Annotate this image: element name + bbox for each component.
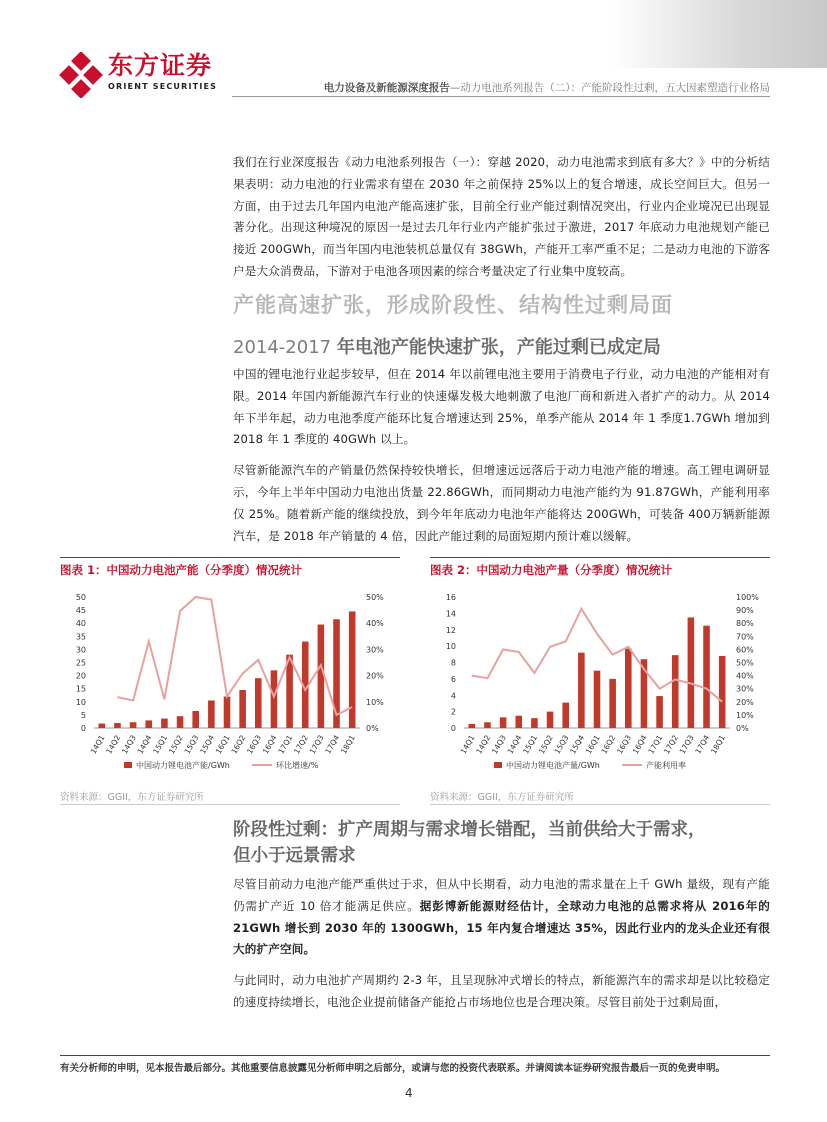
category-label: 15Q2 [536, 733, 555, 756]
category-label: 15Q4 [198, 733, 217, 756]
section2-title-line1: 阶段性过剩：扩产周期与需求增长错配，当前供给大于需求， [233, 820, 706, 840]
section1-paragraph-2: 尽管新能源汽车的产销量仍然保持较快增长，但增速远远落后于动力电池产能的增速。高工锂电调研显示，今年上半年中国动力电池出货量 22.86GWh，而同期动力电池产能约为 91.87GWh，产能利用率仅 25%。随着新产能的继续投放，到今年年底动力电池年产能将达 200GWh，可装备 400万辆新能源汽车，是 2018 年产销量的 4 倍，因此产能过剩的局面短期内预计难以缓解。 [233, 463, 770, 543]
category-label: 16Q4 [260, 733, 279, 756]
category-label: 16Q4 [630, 733, 649, 756]
right-tick-label: 50% [366, 593, 384, 602]
left-tick-label: 12 [445, 625, 456, 635]
right-tick-label: 30% [366, 645, 384, 655]
bar [208, 700, 215, 728]
footer-rule [60, 1055, 770, 1056]
category-label: 17Q3 [677, 733, 696, 756]
category-label: 17Q2 [292, 733, 310, 756]
bar [703, 626, 710, 728]
left-tick-label: 10 [445, 642, 456, 652]
section2-body [233, 874, 770, 1014]
category-label: 17Q1 [276, 733, 295, 756]
section2-title-line2: 但小于远景需求 [233, 846, 356, 866]
subtitle-text: 年电池产能快速扩张，产能过剩已成定局 [336, 337, 661, 358]
category-label: 14Q3 [489, 733, 508, 756]
bar [594, 671, 601, 728]
bar [562, 703, 569, 728]
right-tick-label: 10% [736, 710, 754, 720]
right-tick-label: 80% [736, 619, 754, 629]
category-label: 16Q1 [213, 733, 232, 756]
bar [515, 716, 522, 728]
left-tick-label: 2 [450, 707, 456, 717]
bar [130, 722, 137, 728]
bar [719, 656, 726, 728]
category-label: 16Q3 [615, 733, 634, 756]
figure2-caption: 图表 2：中国动力电池产量（分季度）情况统计 [430, 563, 673, 577]
right-tick-label: 10% [366, 697, 384, 707]
bar [531, 718, 538, 728]
right-tick-label: 100% [736, 593, 759, 602]
intro-paragraph: 我们在行业深度报告《动力电池系列报告（一）：穿越 2020，动力电池需求到底有多大？》中的分析结果表明：动力电池的行业需求有望在 2030 年之前保持 25%以上的复合增速，成长空间巨大。但另一方面，由于过去几年国内电池产能高速扩张，目前全行业产能过剩情况突出，行业内企业境况已出现显著分化。出现这种境况的原因一是过去几年行业内产能扩张过于激进，2017 年底动力电池规划产能已接近 200GWh，而当年国内电池装机总量仅有 38GWh，产能开工率严重不足；二是动力电池的下游客户是大众消费品，下游对于电池各项因素的综合考量决定了行业集中度较高。 [233, 155, 770, 278]
right-tick-label: 50% [736, 658, 754, 668]
section-title: 产能高速扩张，形成阶段性、结构性过剩局面 [233, 293, 673, 317]
orient-logo-icon [58, 52, 104, 98]
left-tick-label: 35 [75, 632, 86, 642]
category-label: 15Q1 [151, 733, 170, 756]
bar [145, 720, 152, 728]
bar [349, 611, 356, 728]
right-tick-label: 20% [736, 697, 754, 707]
legend-line-label: 环比增速/% [276, 761, 319, 770]
category-label: 16Q3 [245, 733, 264, 756]
section2-para1-plain: 尽管目前动力电池产能严重供过于求，但从中长期看，动力电池的需求量在上千 GWh 量级，现有产能仍需扩产近 10 倍才能满足供应。 [233, 877, 770, 913]
page-number: 4 [405, 1086, 413, 1100]
left-tick-label: 20 [75, 671, 86, 681]
section2-paragraph-2: 与此同时，动力电池扩产周期约 2-3 年，且呈现脉冲式增长的特点，新能源汽车的需求却是以比较稳定的速度持续增长，电池企业提前储备产能抢占市场地位也是合理决策。尽管目前处于过剩局面， [233, 973, 770, 1009]
category-label: 14Q4 [505, 733, 524, 756]
left-tick-label: 4 [450, 691, 456, 701]
right-tick-label: 0% [736, 724, 749, 733]
bar [688, 617, 695, 728]
right-tick-label: 40% [736, 671, 754, 681]
left-tick-label: 0 [80, 724, 86, 733]
bar [224, 697, 231, 728]
left-tick-label: 50 [75, 593, 86, 602]
left-tick-label: 25 [75, 658, 86, 668]
category-label: 17Q1 [646, 733, 665, 756]
right-tick-label: 40% [366, 619, 384, 629]
section2-paragraph-1 [233, 874, 770, 961]
right-tick-label: 90% [736, 606, 754, 616]
figure1-top-rule [60, 557, 400, 558]
output-chart [430, 585, 770, 780]
category-label: 15Q4 [568, 733, 587, 756]
footer-disclaimer: 有关分析师的申明，见本报告最后部分。其他重要信息披露见分析师申明之后部分，或请与您的投资代表联系。并请阅读本证券研究报告最后一页的免责申明。 [60, 1063, 726, 1074]
brand-name-en: ORIENT SECURITIES [108, 82, 218, 91]
left-tick-label: 30 [75, 645, 86, 655]
left-tick-label: 45 [75, 606, 86, 616]
legend-bar-label: 中国动力锂电池产能/GWh [136, 761, 230, 770]
left-tick-label: 15 [75, 684, 86, 694]
category-label: 14Q2 [474, 733, 493, 756]
category-label: 18Q1 [709, 733, 727, 756]
left-tick-label: 10 [75, 697, 86, 707]
bar [609, 679, 616, 728]
right-tick-label: 0% [366, 724, 379, 733]
figure2-source: 资料来源：GGII，东方证券研究所 [430, 792, 574, 803]
bar [625, 649, 632, 728]
left-tick-label: 5 [80, 710, 86, 720]
category-label: 17Q4 [693, 733, 712, 756]
bar [255, 678, 262, 728]
brand-name-cn: 东方证券 [108, 51, 213, 80]
bar [578, 653, 585, 728]
category-label: 14Q1 [458, 733, 477, 756]
figure2-top-rule [430, 557, 770, 558]
category-label: 16Q1 [583, 733, 602, 756]
right-tick-label: 30% [736, 684, 754, 694]
section1-body [233, 364, 770, 547]
left-tick-label: 14 [445, 609, 456, 619]
header-decoration [610, 0, 827, 68]
intro-block [233, 152, 770, 283]
category-label: 14Q1 [88, 733, 107, 756]
bar [318, 625, 325, 728]
section2-para1-bold: 据彭博新能源财经估计，全球动力电池的总需求将从 2016年的 21GWh 增长到 2030 年的 1300GWh，15 年内复合增速达 35%，因此行业内的龙头企业还有很大的扩产空间。 [233, 898, 770, 957]
bar [469, 724, 476, 728]
right-tick-label: 70% [736, 632, 754, 642]
header-rule [232, 96, 770, 97]
capacity-chart [60, 585, 400, 780]
bar [114, 723, 121, 728]
bar [161, 719, 168, 728]
left-tick-label: 6 [450, 674, 456, 684]
bar [672, 655, 679, 728]
bar [656, 696, 663, 728]
left-tick-label: 0 [450, 724, 456, 733]
category-label: 16Q2 [599, 733, 618, 756]
category-label: 14Q3 [119, 733, 138, 756]
report-title: —动力电池系列报告（二）：产能阶段性过剩，五大因素塑造行业格局 [449, 82, 770, 94]
section-subtitle [233, 333, 661, 359]
category-label: 14Q2 [104, 733, 123, 756]
bar [192, 711, 199, 728]
category-label: 16Q2 [229, 733, 248, 756]
category-label: 15Q2 [166, 733, 185, 756]
category-label: 14Q4 [135, 733, 154, 756]
bar [547, 712, 554, 728]
category-label: 17Q4 [323, 733, 342, 756]
legend-line-label: 产能利用率 [646, 761, 686, 770]
left-tick-label: 8 [450, 658, 456, 668]
right-tick-label: 60% [736, 645, 754, 655]
bar [177, 716, 184, 728]
figure1-source: 资料来源：GGII，东方证券研究所 [60, 792, 204, 803]
report-type: 电力设备及新能源深度报告 [323, 82, 450, 94]
legend-bar-label: 中国动力锂电池产量/GWh [506, 761, 600, 770]
legend-bar-swatch [124, 762, 132, 768]
report-header [300, 82, 770, 95]
category-label: 17Q3 [307, 733, 326, 756]
legend-bar-swatch [494, 762, 502, 768]
category-label: 18Q1 [339, 733, 357, 756]
left-tick-label: 16 [445, 593, 456, 602]
figure1-caption: 图表 1：中国动力电池产能（分季度）情况统计 [60, 563, 303, 577]
figure1-bottom-rule [60, 804, 400, 805]
section1-paragraph-1: 中国的锂电池行业起步较早，但在 2014 年以前锂电池主要用于消费电子行业，动力电池的产能相对有限。2014 年国内新能源汽车行业的快速爆发极大地刺激了电池厂商和新进入者扩产的动力。从 2014 年下半年起，动力电池季度产能环比复合增速达到 25%，单季产能从 2014 年 1 季度1.7GWh 增加到 2018 年 1 季度的 40GWh 以上。 [233, 367, 770, 447]
category-label: 17Q2 [662, 733, 680, 756]
series-line [118, 597, 353, 715]
category-label: 15Q3 [182, 733, 201, 756]
category-label: 15Q3 [552, 733, 571, 756]
subtitle-years: 2014-2017 [233, 337, 332, 358]
bar [99, 724, 106, 728]
bar [500, 717, 507, 728]
section2-title [233, 817, 773, 869]
figure2-bottom-rule [430, 804, 770, 805]
bar [484, 722, 491, 728]
right-tick-label: 20% [366, 671, 384, 681]
category-label: 15Q1 [521, 733, 540, 756]
left-tick-label: 40 [75, 619, 86, 629]
bar [239, 690, 246, 728]
